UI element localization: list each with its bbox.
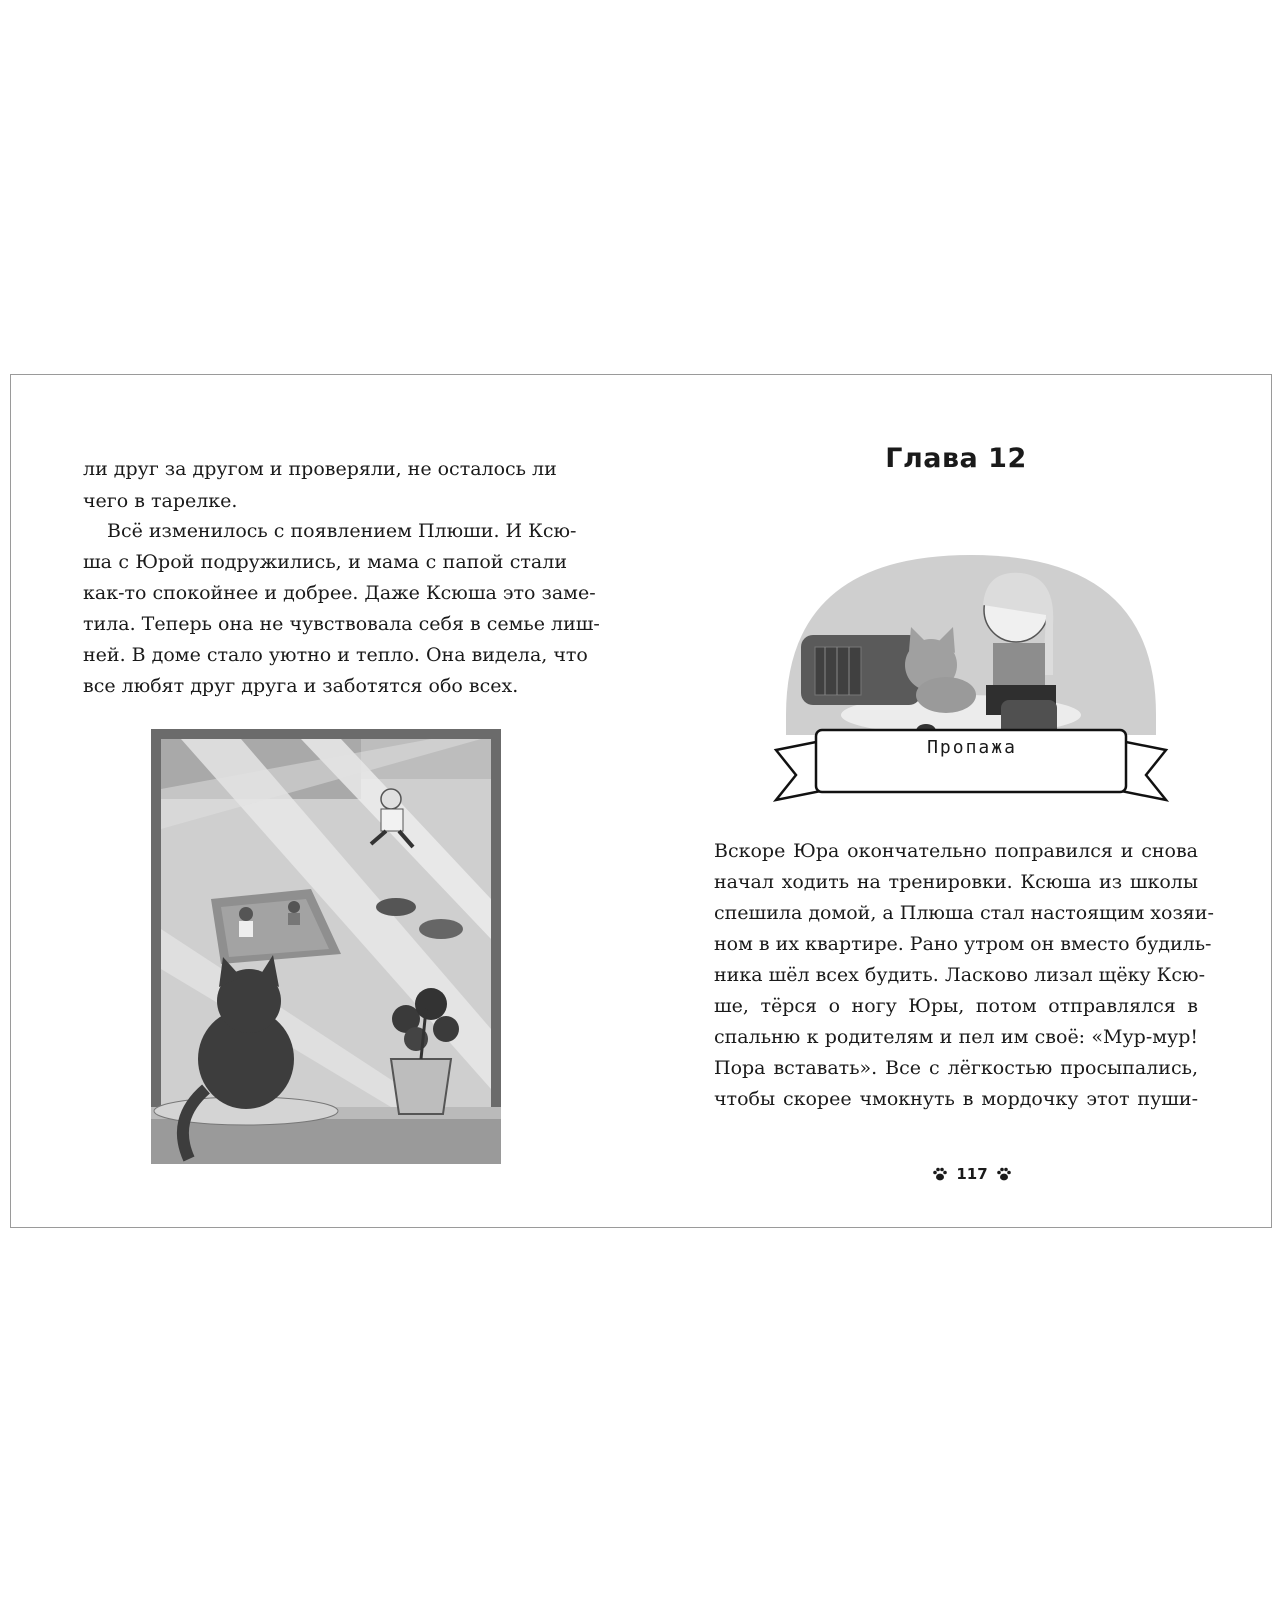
text-line: Всё изменилось с появлением Плюши. И Ксю- [107, 520, 577, 542]
page-number-value: 117 [956, 1165, 988, 1183]
text-line: тила. Теперь она не чувствовала себя в семье лиш- [83, 613, 600, 635]
text-line: как-то спокойнее и добрее. Даже Ксюша это заме- [83, 582, 596, 604]
text-line: ли друг за другом и проверяли, не осталось ли [83, 458, 557, 480]
text-line: ном в их квартире. Рано утром он вместо будиль- [714, 933, 1212, 955]
page-number [929, 1162, 1015, 1186]
paw-icon [932, 1166, 948, 1182]
chapter-title: Глава 12 [885, 443, 1027, 474]
text-line: Вскоре Юра окончательно поправился и снова [714, 840, 1198, 862]
text-line: ней. В доме стало уютно и тепло. Она видела, что [83, 644, 588, 666]
text-line: все любят друг друга и заботятся обо всех. [83, 675, 519, 697]
text-line: чего в тарелке. [83, 490, 238, 512]
window-cat-illustration [151, 729, 501, 1164]
text-line: чтобы скорее чмокнуть в мордочку этот пуши- [714, 1088, 1198, 1110]
book-spread [10, 374, 1272, 1228]
chapter-header-illustration [771, 535, 1171, 825]
text-line: ше, тёрся о ногу Юры, потом отправлялся в [714, 995, 1198, 1017]
paw-icon [996, 1166, 1012, 1182]
chapter-subtitle: Пропажа [927, 737, 1017, 758]
text-line: ника шёл всех будить. Ласково лизал щёку Ксю- [714, 964, 1205, 986]
text-line: ша с Юрой подружились, и мама с папой стали [83, 551, 567, 573]
text-line: спешила домой, а Плюша стал настоящим хозяи- [714, 902, 1214, 924]
text-line: Пора вставать». Все с лёгкостью просыпались, [714, 1057, 1198, 1079]
text-line: начал ходить на тренировки. Ксюша из школы [714, 871, 1198, 893]
text-line: спальню к родителям и пел им своё: «Мур-мур! [714, 1026, 1198, 1048]
